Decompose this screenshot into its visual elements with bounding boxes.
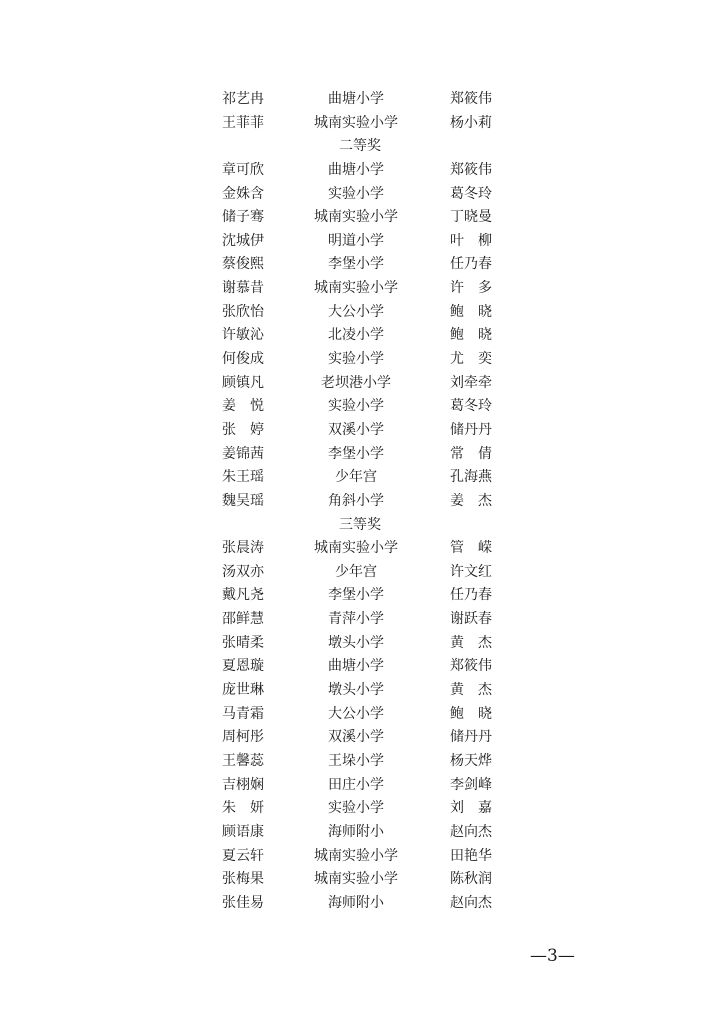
student-name: 祁艺冉: [222, 91, 264, 107]
student-name: 王菲菲: [222, 114, 264, 131]
school-name: 王垛小学: [328, 752, 384, 769]
student-name: 姜锦茜: [222, 445, 264, 462]
student-name: 魏吴瑶: [222, 492, 264, 509]
student-name: 张佳易: [222, 894, 264, 911]
winner-row: [0, 159, 720, 183]
school-name: 实验小学: [328, 351, 384, 368]
teacher-name: 鲍 晓: [450, 705, 492, 722]
award-list: [0, 88, 720, 915]
winner-row: [0, 679, 720, 703]
winner-row: [0, 395, 720, 419]
student-name: 沈城伊: [222, 232, 264, 249]
winner-row: [0, 372, 720, 396]
student-name: 许敏沁: [222, 327, 264, 344]
student-name: 张晨涛: [222, 540, 264, 557]
student-name: 顾语康: [222, 823, 264, 840]
winner-row: [0, 88, 720, 112]
student-name: 谢慕昔: [222, 280, 264, 297]
student-name: 张梅果: [222, 871, 264, 888]
winner-row: [0, 632, 720, 656]
teacher-name: 赵向杰: [450, 894, 492, 911]
student-name: 张 婷: [222, 421, 264, 438]
winner-row: [0, 821, 720, 845]
teacher-name: 郑筱伟: [450, 658, 492, 675]
winner-row: [0, 443, 720, 467]
winner-row: [0, 348, 720, 372]
student-name: 王馨蕊: [222, 752, 264, 769]
school-name: 李堡小学: [328, 256, 384, 273]
school-name: 李堡小学: [328, 445, 384, 462]
student-name: 金姝含: [222, 185, 264, 202]
teacher-name: 赵向杰: [450, 823, 492, 840]
teacher-name: 黄 杰: [450, 634, 492, 651]
student-name: 夏恩璇: [222, 658, 264, 675]
school-name: 实验小学: [328, 185, 384, 202]
teacher-name: 郑筱伟: [450, 161, 492, 178]
student-name: 邵鲜慧: [222, 611, 264, 628]
award-heading-row: [0, 135, 720, 159]
winner-row: [0, 206, 720, 230]
winner-row: [0, 774, 720, 798]
school-name: 双溪小学: [328, 729, 384, 746]
teacher-name: 田艳华: [450, 847, 492, 864]
school-name: 少年宫: [335, 563, 377, 580]
student-name: 马青霜: [222, 705, 264, 722]
student-name: 戴凡尧: [222, 587, 264, 604]
teacher-name: 葛冬玲: [450, 185, 492, 202]
school-name: 城南实验小学: [314, 280, 398, 297]
teacher-name: 杨天烨: [450, 752, 492, 769]
winner-row: [0, 253, 720, 277]
school-name: 角斜小学: [328, 492, 384, 509]
school-name: 曲塘小学: [328, 658, 384, 675]
school-name: 双溪小学: [328, 421, 384, 438]
teacher-name: 谢跃春: [450, 611, 492, 628]
school-name: 老坝港小学: [321, 374, 391, 391]
school-name: 城南实验小学: [314, 114, 398, 131]
student-name: 顾镇凡: [222, 374, 264, 391]
teacher-name: 郑筱伟: [450, 91, 492, 107]
teacher-name: 姜 杰: [450, 492, 492, 509]
school-name: 李堡小学: [328, 587, 384, 604]
teacher-name: 李剑峰: [450, 776, 492, 793]
teacher-name: 许文红: [450, 563, 492, 580]
school-name: 城南实验小学: [314, 209, 398, 226]
winner-row: [0, 655, 720, 679]
student-name: 张欣怡: [222, 303, 264, 320]
student-name: 庞世琳: [222, 682, 264, 699]
teacher-name: 杨小莉: [450, 114, 492, 131]
student-name: 夏云轩: [222, 847, 264, 864]
teacher-name: 孔海燕: [450, 469, 492, 486]
school-name: 城南实验小学: [314, 540, 398, 557]
school-name: 墩头小学: [328, 682, 384, 699]
teacher-name: 鲍 晓: [450, 327, 492, 344]
winner-row: [0, 703, 720, 727]
teacher-name: 鲍 晓: [450, 303, 492, 320]
teacher-name: 任乃春: [450, 587, 492, 604]
school-name: 实验小学: [328, 800, 384, 817]
school-name: 城南实验小学: [314, 847, 398, 864]
school-name: 北凌小学: [328, 327, 384, 344]
student-name: 蔡俊熙: [222, 256, 264, 273]
school-name: 实验小学: [328, 398, 384, 415]
teacher-name: 刘 嘉: [450, 800, 492, 817]
teacher-name: 叶 柳: [450, 232, 492, 249]
teacher-name: 许 多: [450, 280, 492, 297]
school-name: 海师附小: [328, 894, 384, 911]
winner-row: [0, 324, 720, 348]
winner-row: [0, 584, 720, 608]
school-name: 田庄小学: [328, 776, 384, 793]
student-name: 储子骞: [222, 209, 264, 226]
school-name: 大公小学: [328, 705, 384, 722]
school-name: 少年宫: [335, 469, 377, 486]
student-name: 姜 悦: [222, 398, 264, 415]
winner-row: [0, 726, 720, 750]
winner-row: [0, 892, 720, 916]
school-name: 城南实验小学: [314, 871, 398, 888]
winner-row: [0, 797, 720, 821]
teacher-name: 葛冬玲: [450, 398, 492, 415]
winner-row: [0, 112, 720, 136]
student-name: 朱 妍: [222, 800, 264, 817]
winner-row: [0, 230, 720, 254]
student-name: 张晴柔: [222, 634, 264, 651]
student-name: 周柯彤: [222, 729, 264, 746]
teacher-name: 任乃春: [450, 256, 492, 273]
winner-row: [0, 419, 720, 443]
winner-row: [0, 537, 720, 561]
school-name: 曲塘小学: [328, 91, 384, 107]
student-name: 吉栩娴: [222, 776, 264, 793]
teacher-name: 储丹丹: [450, 729, 492, 746]
student-name: 何俊成: [222, 351, 264, 368]
school-name: 明道小学: [328, 232, 384, 249]
winner-row: [0, 750, 720, 774]
winner-row: [0, 608, 720, 632]
teacher-name: 黄 杰: [450, 682, 492, 699]
student-name: 朱王瑶: [222, 469, 264, 486]
school-name: 曲塘小学: [328, 161, 384, 178]
winner-row: [0, 868, 720, 892]
winner-row: [0, 561, 720, 585]
school-name: 海师附小: [328, 823, 384, 840]
teacher-name: 陈秋润: [450, 871, 492, 888]
winner-row: [0, 466, 720, 490]
school-name: 墩头小学: [328, 634, 384, 651]
school-name: 青萍小学: [328, 611, 384, 628]
student-name: 汤双亦: [222, 563, 264, 580]
teacher-name: 尤 奕: [450, 351, 492, 368]
teacher-name: 管 嵘: [450, 540, 492, 557]
winner-row: [0, 277, 720, 301]
award-level-heading: 二等奖: [339, 138, 381, 155]
award-level-heading: 三等奖: [339, 516, 381, 533]
winner-row: [0, 301, 720, 325]
teacher-name: 储丹丹: [450, 421, 492, 438]
teacher-name: 常 倩: [450, 445, 492, 462]
page-number: —3—: [530, 946, 575, 966]
school-name: 大公小学: [328, 303, 384, 320]
winner-row: [0, 183, 720, 207]
teacher-name: 刘牵牵: [450, 374, 492, 391]
winner-row: [0, 490, 720, 514]
student-name: 章可欣: [222, 161, 264, 178]
winner-row: [0, 845, 720, 869]
teacher-name: 丁晓曼: [450, 209, 492, 226]
award-heading-row: [0, 514, 720, 538]
